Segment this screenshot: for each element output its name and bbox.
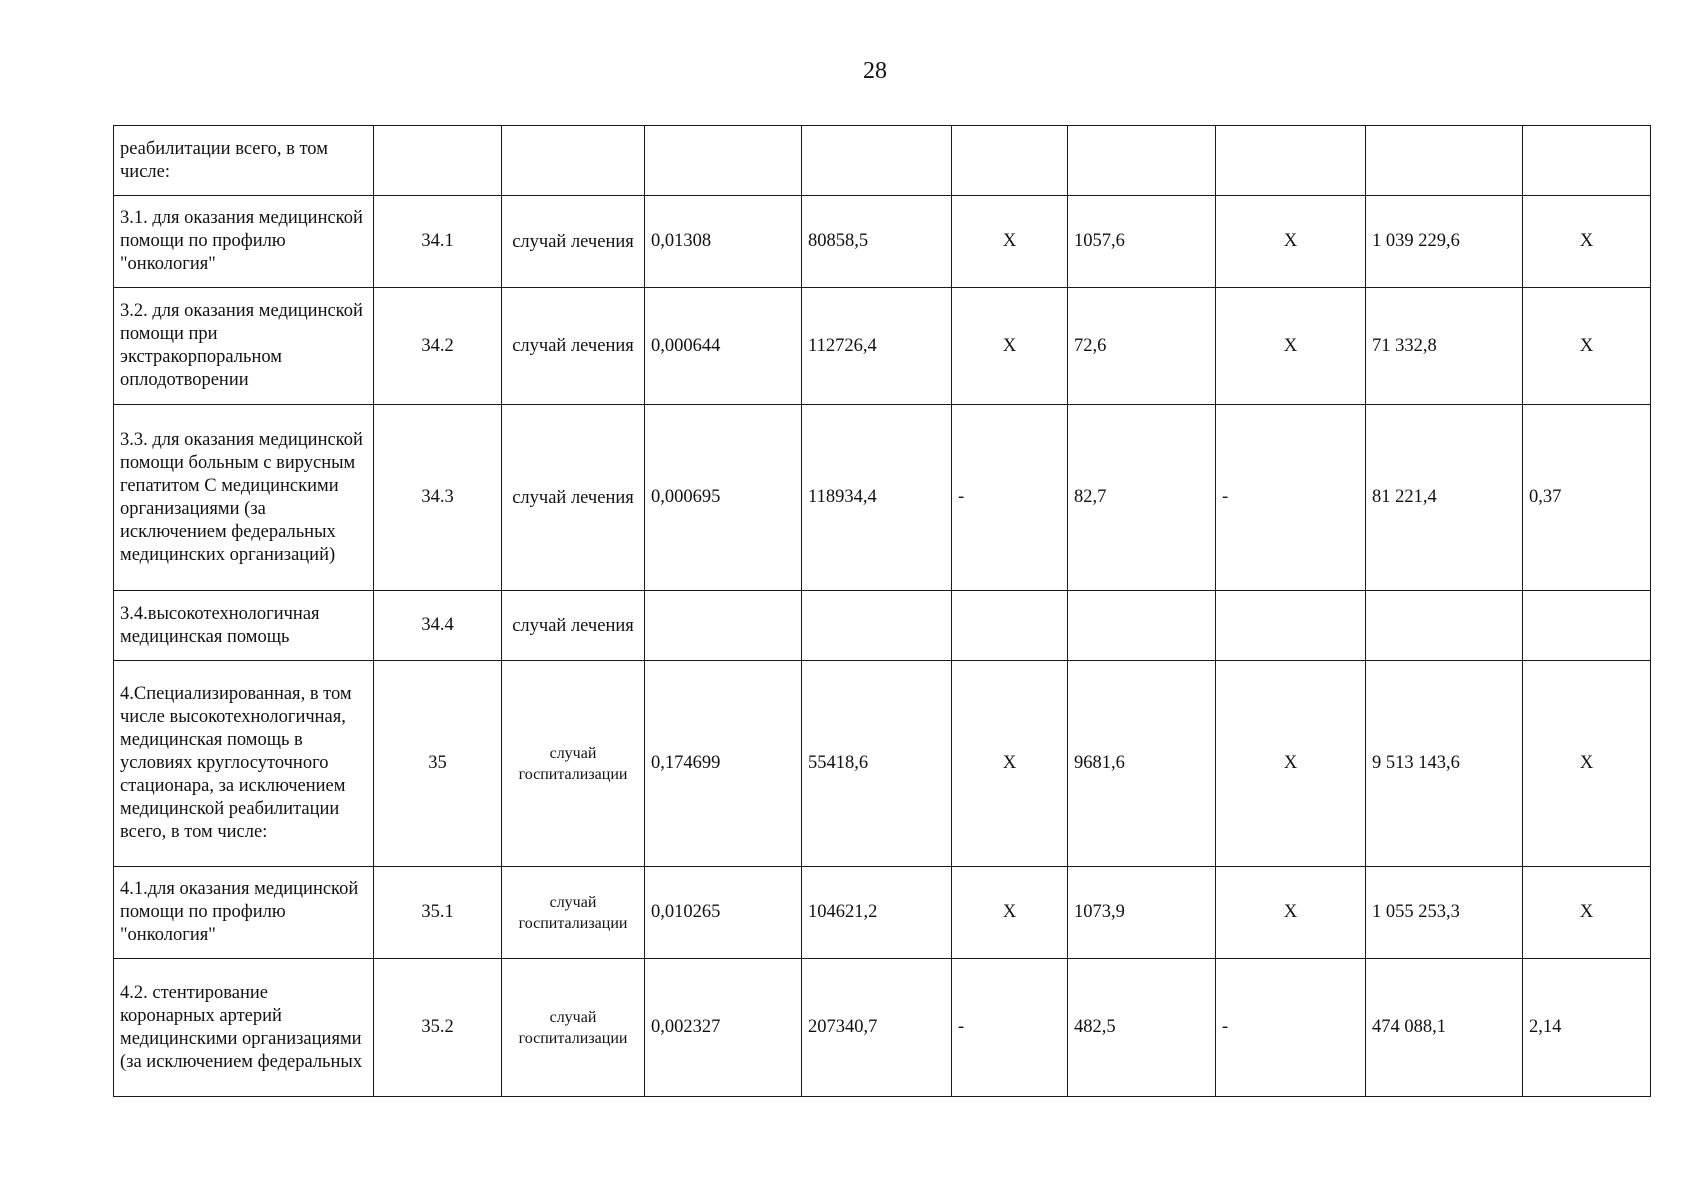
row-cost: 80858,5: [802, 196, 952, 288]
table-row: [114, 591, 1651, 661]
row-cost: 55418,6: [802, 661, 952, 867]
row-value-2: 81 221,4: [1366, 405, 1523, 591]
row-code: 34.2: [374, 288, 502, 405]
table-row: [114, 959, 1651, 1097]
row-mark-1: [952, 591, 1068, 661]
row-description: 4.2. стентирование коронарных артерий медицинскими организациями (за исключением федеральных: [114, 959, 374, 1097]
row-unit: случай госпитализации: [502, 661, 645, 867]
row-value-1: 9681,6: [1068, 661, 1216, 867]
row-mark-3: X: [1523, 867, 1651, 959]
row-cost: [802, 591, 952, 661]
row-cost: 118934,4: [802, 405, 952, 591]
row-value-2: 1 055 253,3: [1366, 867, 1523, 959]
row-value-1: [1068, 126, 1216, 196]
table-row: [114, 867, 1651, 959]
row-mark-3: X: [1523, 196, 1651, 288]
row-mark-2: X: [1216, 196, 1366, 288]
row-mark-2: X: [1216, 661, 1366, 867]
row-cost: [802, 126, 952, 196]
row-value-2: 9 513 143,6: [1366, 661, 1523, 867]
row-value-1: 1073,9: [1068, 867, 1216, 959]
row-unit: случай лечения: [502, 405, 645, 591]
table-row: [114, 196, 1651, 288]
row-code: 35: [374, 661, 502, 867]
row-mark-3: [1523, 591, 1651, 661]
row-mark-2: [1216, 126, 1366, 196]
row-norm: 0,002327: [645, 959, 802, 1097]
row-mark-1: X: [952, 867, 1068, 959]
row-cost: 112726,4: [802, 288, 952, 405]
row-description: 4.1.для оказания медицинской помощи по профилю "онкология": [114, 867, 374, 959]
row-unit: случай лечения: [502, 196, 645, 288]
row-mark-1: X: [952, 288, 1068, 405]
row-mark-1: -: [952, 405, 1068, 591]
row-description: 3.4.высокотехнологичная медицинская помощь: [114, 591, 374, 661]
row-description: 3.1. для оказания медицинской помощи по профилю "онкология": [114, 196, 374, 288]
row-value-1: [1068, 591, 1216, 661]
row-norm: [645, 126, 802, 196]
row-unit: случай лечения: [502, 591, 645, 661]
row-description: 4.Специализированная, в том числе высокотехнологичная, медицинская помощь в условиях круглосуточного стационара, за исключением медицинской реабилитации всего, в том числе:: [114, 661, 374, 867]
row-mark-3: 0,37: [1523, 405, 1651, 591]
row-description: 3.2. для оказания медицинской помощи при экстракорпоральном оплодотворении: [114, 288, 374, 405]
table-row: [114, 126, 1651, 196]
row-mark-3: X: [1523, 288, 1651, 405]
row-norm: 0,01308: [645, 196, 802, 288]
data-table: [113, 125, 1651, 1097]
row-value-1: 1057,6: [1068, 196, 1216, 288]
row-mark-3: X: [1523, 661, 1651, 867]
table-row: [114, 661, 1651, 867]
row-mark-3: [1523, 126, 1651, 196]
row-cost: 207340,7: [802, 959, 952, 1097]
row-norm: 0,000695: [645, 405, 802, 591]
row-mark-2: X: [1216, 288, 1366, 405]
row-code: 35.1: [374, 867, 502, 959]
row-value-2: 71 332,8: [1366, 288, 1523, 405]
row-mark-2: -: [1216, 405, 1366, 591]
row-code: 34.3: [374, 405, 502, 591]
row-mark-2: -: [1216, 959, 1366, 1097]
row-description: реабилитации всего, в том числе:: [114, 126, 374, 196]
row-code: [374, 126, 502, 196]
row-value-1: 82,7: [1068, 405, 1216, 591]
row-value-2: 474 088,1: [1366, 959, 1523, 1097]
row-norm: [645, 591, 802, 661]
row-cost: 104621,2: [802, 867, 952, 959]
page-number: 28: [863, 58, 887, 84]
table-row: [114, 405, 1651, 591]
row-mark-2: [1216, 591, 1366, 661]
row-value-2: 1 039 229,6: [1366, 196, 1523, 288]
row-mark-1: X: [952, 196, 1068, 288]
row-mark-1: -: [952, 959, 1068, 1097]
row-value-2: [1366, 126, 1523, 196]
row-unit: случай госпитализации: [502, 959, 645, 1097]
row-norm: 0,010265: [645, 867, 802, 959]
row-value-2: [1366, 591, 1523, 661]
row-mark-3: 2,14: [1523, 959, 1651, 1097]
row-code: 34.4: [374, 591, 502, 661]
row-unit: [502, 126, 645, 196]
row-description: 3.3. для оказания медицинской помощи больным с вирусным гепатитом С медицинскими организациями (за исключением федеральных медицинских организаций): [114, 405, 374, 591]
row-unit: случай госпитализации: [502, 867, 645, 959]
row-value-1: 72,6: [1068, 288, 1216, 405]
table-row: [114, 288, 1651, 405]
row-unit: случай лечения: [502, 288, 645, 405]
row-code: 35.2: [374, 959, 502, 1097]
row-mark-1: [952, 126, 1068, 196]
row-mark-2: X: [1216, 867, 1366, 959]
row-value-1: 482,5: [1068, 959, 1216, 1097]
row-norm: 0,174699: [645, 661, 802, 867]
row-code: 34.1: [374, 196, 502, 288]
row-mark-1: X: [952, 661, 1068, 867]
row-norm: 0,000644: [645, 288, 802, 405]
